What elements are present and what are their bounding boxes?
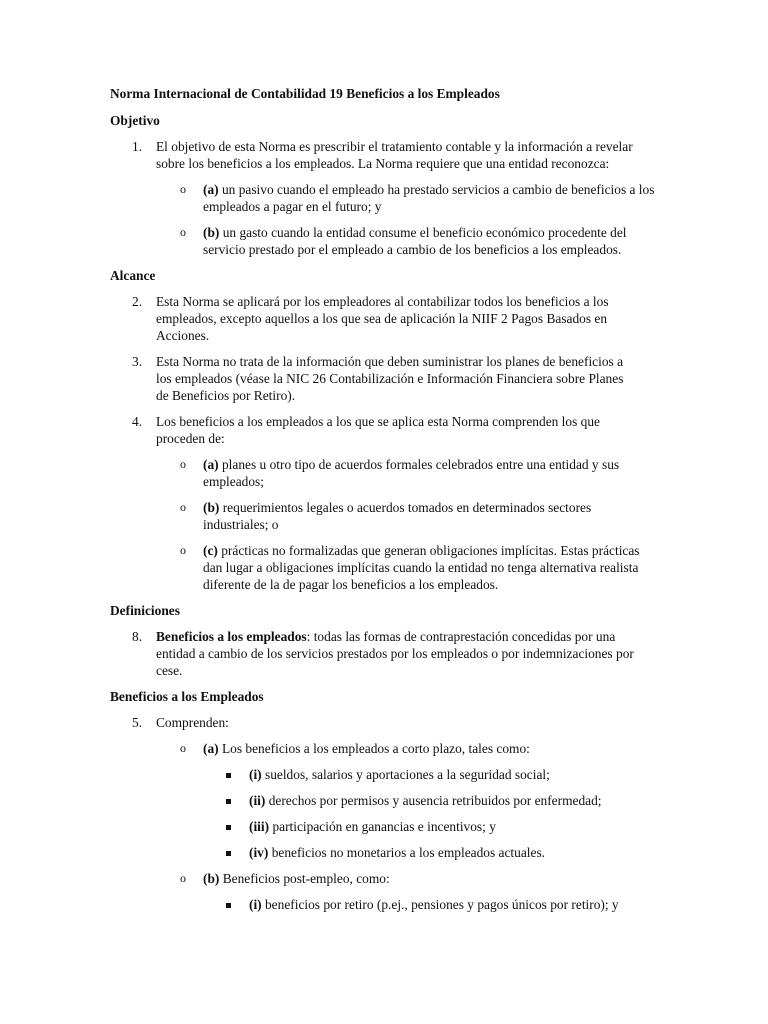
paragraph-text: Esta Norma se aplicará por los empleadores al contabilizar todos los beneficios a los empleados, excepto aquellos a los que sea de aplicación la NIIF 2 Pagos Basados en Acciones.	[156, 294, 609, 343]
section-heading-beneficios: Beneficios a los Empleados	[110, 689, 264, 704]
paragraph-8	[110, 628, 636, 679]
subitem-text: un pasivo cuando el empleado ha prestado servicios a cambio de beneficios a los empleados a pagar en el futuro; y	[203, 182, 655, 214]
subsubitem-label: (iii)	[249, 819, 270, 834]
subsubitem-5a-ii	[110, 792, 669, 809]
paragraph-number: 8.	[132, 629, 143, 644]
subitem-5a	[110, 740, 655, 757]
subitem-4c	[110, 542, 655, 593]
subitem-5b	[110, 870, 655, 887]
subitem-text: requerimientos legales o acuerdos tomados en determinados sectores industriales; o	[203, 500, 592, 532]
circle-bullet-icon: o	[180, 500, 186, 514]
subitem-text: Beneficios post-empleo, como:	[219, 871, 390, 886]
subitem-4a	[110, 456, 655, 490]
paragraph-text: : todas las formas de contraprestación concedidas por una entidad a cambio de los servicios prestados por los empleados o por indemnizaciones por cese.	[156, 629, 634, 678]
subitem-label: (a)	[203, 182, 219, 197]
section-heading-objetivo: Objetivo	[110, 113, 160, 128]
subitem-4b	[110, 499, 655, 533]
subsubitem-text: beneficios no monetarios a los empleados actuales.	[268, 845, 545, 860]
subsubitem-text: beneficios por retiro (p.ej., pensiones y pagos únicos por retiro); y	[261, 897, 619, 912]
subitem-label: (b)	[203, 225, 220, 240]
circle-bullet-icon: o	[180, 225, 186, 239]
subitem-label: (b)	[203, 871, 220, 886]
subsubitem-text: derechos por permisos y ausencia retribuidos por enfermedad;	[265, 793, 602, 808]
subsubitem-label: (i)	[249, 767, 262, 782]
subsubitem-5a-i	[110, 766, 669, 783]
subitem-text: planes u otro tipo de acuerdos formales celebrados entre una entidad y sus empleados;	[203, 457, 620, 489]
circle-bullet-icon: o	[180, 457, 186, 471]
document-title: Norma Internacional de Contabilidad 19 Beneficios a los Empleados	[110, 86, 500, 101]
paragraph-number: 2.	[132, 294, 143, 309]
square-bullet-icon	[226, 773, 231, 778]
paragraph-2	[110, 293, 636, 344]
square-bullet-icon	[226, 825, 231, 830]
subitem-label: (a)	[203, 457, 219, 472]
subsubitem-5b-i	[110, 896, 669, 913]
subsubitem-label: (i)	[249, 897, 262, 912]
circle-bullet-icon: o	[180, 871, 186, 885]
subsubitem-label: (iv)	[249, 845, 269, 860]
paragraph-number: 4.	[132, 414, 143, 429]
circle-bullet-icon: o	[180, 741, 186, 755]
subitem-text: un gasto cuando la entidad consume el beneficio económico procedente del servicio prestado por el empleado a cambio de los beneficios a los empleados.	[203, 225, 627, 257]
paragraph-1	[110, 138, 636, 172]
paragraph-number: 3.	[132, 354, 143, 369]
subitem-label: (b)	[203, 500, 220, 515]
subitem-1a	[110, 181, 655, 215]
paragraph-number: 1.	[132, 139, 143, 154]
paragraph-text: Los beneficios a los empleados a los que se aplica esta Norma comprenden los que proceden de:	[156, 414, 600, 446]
paragraph-5	[110, 714, 636, 731]
square-bullet-icon	[226, 799, 231, 804]
subitem-label: (c)	[203, 543, 218, 558]
circle-bullet-icon: o	[180, 543, 186, 557]
paragraph-text: Comprenden:	[156, 715, 229, 730]
subitem-1b	[110, 224, 655, 258]
paragraph-text: Esta Norma no trata de la información que deben suministrar los planes de beneficios a los empleados (véase la NIC 26 Contabilización e Información Financiera sobre Planes de Beneficios por Retiro).	[156, 354, 624, 403]
defined-term: Beneficios a los empleados	[156, 629, 307, 644]
paragraph-4	[110, 413, 636, 447]
paragraph-3	[110, 353, 636, 404]
subitem-text: prácticas no formalizadas que generan obligaciones implícitas. Estas prácticas dan lugar a obligaciones implícitas cuando la entidad no tenga alternativa realista diferente de la de pagar los beneficios a los empleados.	[203, 543, 640, 592]
paragraph-number: 5.	[132, 715, 143, 730]
subsubitem-text: participación en ganancias e incentivos; y	[269, 819, 496, 834]
subsubitem-label: (ii)	[249, 793, 266, 808]
subsubitem-5a-iv	[110, 844, 669, 861]
subsubitem-5a-iii	[110, 818, 669, 835]
square-bullet-icon	[226, 903, 231, 908]
square-bullet-icon	[226, 851, 231, 856]
paragraph-text: El objetivo de esta Norma es prescribir el tratamiento contable y la información a revelar sobre los beneficios a los empleados. La Norma requiere que una entidad reconozca:	[156, 139, 633, 171]
subitem-text: Los beneficios a los empleados a corto plazo, tales como:	[218, 741, 530, 756]
section-heading-definiciones: Definiciones	[110, 603, 180, 618]
subitem-label: (a)	[203, 741, 219, 756]
circle-bullet-icon: o	[180, 182, 186, 196]
subsubitem-text: sueldos, salarios y aportaciones a la seguridad social;	[261, 767, 550, 782]
section-heading-alcance: Alcance	[110, 268, 156, 283]
